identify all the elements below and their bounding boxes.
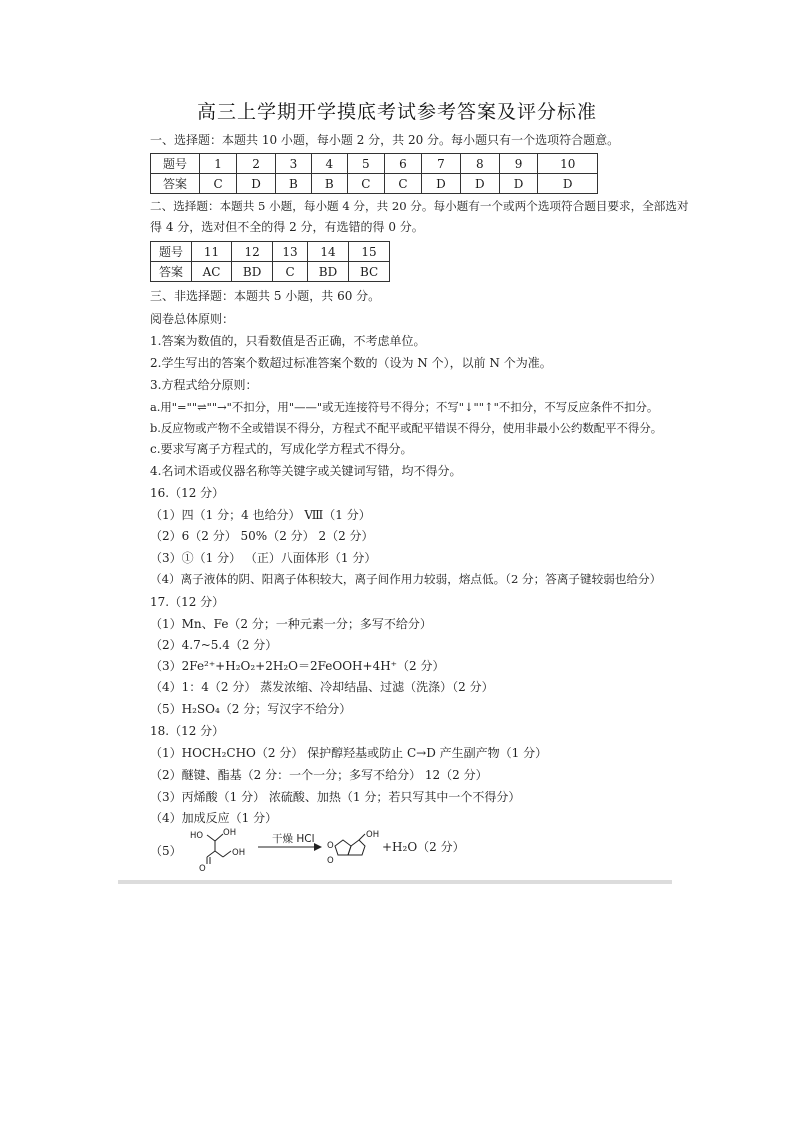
q17-answer-4: （4）1：4（2 分） 蒸发浓缩、冷却结晶、过滤（洗涤）（2 分）	[150, 680, 494, 694]
q18-answer-3: （3）丙烯酸（1 分） 浓硫酸、加热（1 分；若只写其中一个不得分）	[150, 790, 521, 804]
principle-3b: b.反应物或产物不全或错误不得分，方程式不配平或配平错误不得分，使用非最小公约数配平不得分。	[150, 421, 663, 435]
q16-answer-3: （3）①（1 分） （正）八面体形（1 分）	[150, 551, 377, 565]
table-cell: BC	[349, 262, 390, 282]
principle-4: 4.名词术语或仪器名称等关键字或关键词写错，均不得分。	[150, 464, 462, 478]
product-o-top-label: O	[327, 841, 334, 851]
table-cell: B	[311, 174, 347, 194]
q16-answer-1: （1）四（1 分；4 也给分） Ⅷ（1 分）	[150, 508, 371, 522]
table-cell: D	[538, 174, 598, 194]
table-row	[151, 242, 390, 262]
table-cell: C	[200, 174, 237, 194]
table-row	[151, 154, 598, 174]
q18-answer-1: （1）HOCH₂CHO（2 分） 保护醇羟基或防止 C→D 产生副产物（1 分）	[150, 746, 548, 760]
q18-answer-5-label: （5）	[150, 844, 182, 858]
table-cell: 10	[538, 154, 598, 174]
q18-title: 18.（12 分）	[150, 724, 225, 738]
table-cell: 6	[384, 154, 421, 174]
table-cell: 9	[499, 154, 538, 174]
q18-answer-4: （4）加成反应（1 分）	[150, 811, 278, 825]
principles-title: 阅卷总体原则：	[150, 312, 235, 326]
reactant-o-label: O	[199, 864, 206, 874]
principle-3a: a.用"=""⇌""→"不扣分，用"——"或无连接符号不得分；不写"↓""↑"不扣分，不写反应条件不扣分。	[150, 400, 659, 414]
row-label: 题号	[151, 154, 200, 174]
page-title: 高三上学期开学摸底考试参考答案及评分标准	[196, 101, 597, 123]
principle-3c: c.要求写离子方程式的，写成化学方程式不得分。	[150, 442, 413, 456]
table-cell: B	[275, 174, 311, 194]
q16-answer-2: （2）6（2 分） 50%（2 分） 2（2 分）	[150, 529, 374, 543]
table-cell: 1	[200, 154, 237, 174]
table-cell: 3	[275, 154, 311, 174]
table-cell: C	[384, 174, 421, 194]
principle-2: 2.学生写出的答案个数超过标准答案个数的（设为 N 个），以前 N 个为准。	[150, 356, 552, 370]
section2-answer-table	[150, 241, 390, 282]
table-cell: 7	[422, 154, 461, 174]
q17-answer-2: （2）4.7~5.4（2 分）	[150, 638, 278, 652]
reaction-condition: 干燥 HCl	[272, 833, 315, 845]
product-structure	[335, 834, 365, 855]
table-cell: 4	[311, 154, 347, 174]
reactant-oh-right-label: OH	[232, 848, 246, 858]
page-bottom-divider	[118, 880, 672, 884]
table-row	[151, 262, 390, 282]
reaction-scheme	[185, 826, 575, 876]
reactant-structure	[207, 834, 231, 864]
q17-title: 17.（12 分）	[150, 595, 225, 609]
table-cell: D	[422, 174, 461, 194]
row-label: 题号	[151, 242, 192, 262]
table-cell: BD	[307, 262, 348, 282]
table-cell: 14	[307, 242, 348, 262]
table-cell: D	[499, 174, 538, 194]
table-cell: 8	[460, 154, 499, 174]
table-cell: D	[460, 174, 499, 194]
row-label: 答案	[151, 262, 192, 282]
byproduct-water: +H₂O（2 分）	[382, 840, 465, 854]
section2-heading-line2: 得 4 分，选对但不全的得 2 分，有选错的得 0 分。	[150, 220, 424, 234]
q16-answer-4: （4）离子液体的阴、阳离子体积较大，离子间作用力较弱，熔点低。（2 分；答离子键较弱也给分）	[150, 572, 662, 586]
principle-1: 1.答案为数值的，只看数值是否正确，不考虑单位。	[150, 334, 426, 348]
table-cell: 11	[192, 242, 232, 262]
table-cell: 15	[349, 242, 390, 262]
arrow-head-icon	[314, 843, 322, 851]
table-cell: BD	[232, 262, 273, 282]
section3-heading: 三、非选择题：本题共 5 小题，共 60 分。	[150, 289, 381, 303]
table-cell: C	[347, 174, 384, 194]
row-label: 答案	[151, 174, 200, 194]
q17-answer-3: （3）2Fe²⁺+H₂O₂+2H₂O＝2FeOOH+4H⁺（2 分）	[150, 659, 445, 673]
table-row	[151, 174, 598, 194]
table-cell: AC	[192, 262, 232, 282]
table-cell: 5	[347, 154, 384, 174]
q17-answer-5: （5）H₂SO₄（2 分；写汉字不给分）	[150, 702, 352, 716]
q17-answer-1: （1）Mn、Fe（2 分；一种元素一分；多写不给分）	[150, 617, 432, 631]
section1-answer-table	[150, 153, 598, 194]
reactant-ho-label: HO	[190, 831, 204, 841]
table-cell: C	[273, 262, 308, 282]
table-cell: 13	[273, 242, 308, 262]
principle-3: 3.方程式给分原则：	[150, 378, 258, 392]
table-cell: 12	[232, 242, 273, 262]
table-cell: 2	[237, 154, 276, 174]
product-oh-label: OH	[366, 830, 380, 840]
q18-answer-2: （2）醚键、酯基（2 分：一个一分；多写不给分） 12（2 分）	[150, 768, 488, 782]
section1-heading: 一、选择题：本题共 10 小题，每小题 2 分，共 20 分。每小题只有一个选项符合题意。	[150, 133, 620, 147]
section2-heading-line1: 二、选择题：本题共 5 小题，每小题 4 分，共 20 分。每小题有一个或两个选项符合题目要求，全部选对	[150, 199, 689, 213]
table-cell: D	[237, 174, 276, 194]
q16-title: 16.（12 分）	[150, 486, 225, 500]
product-o-bottom-label: O	[327, 856, 334, 866]
reactant-oh-label: OH	[223, 828, 237, 838]
